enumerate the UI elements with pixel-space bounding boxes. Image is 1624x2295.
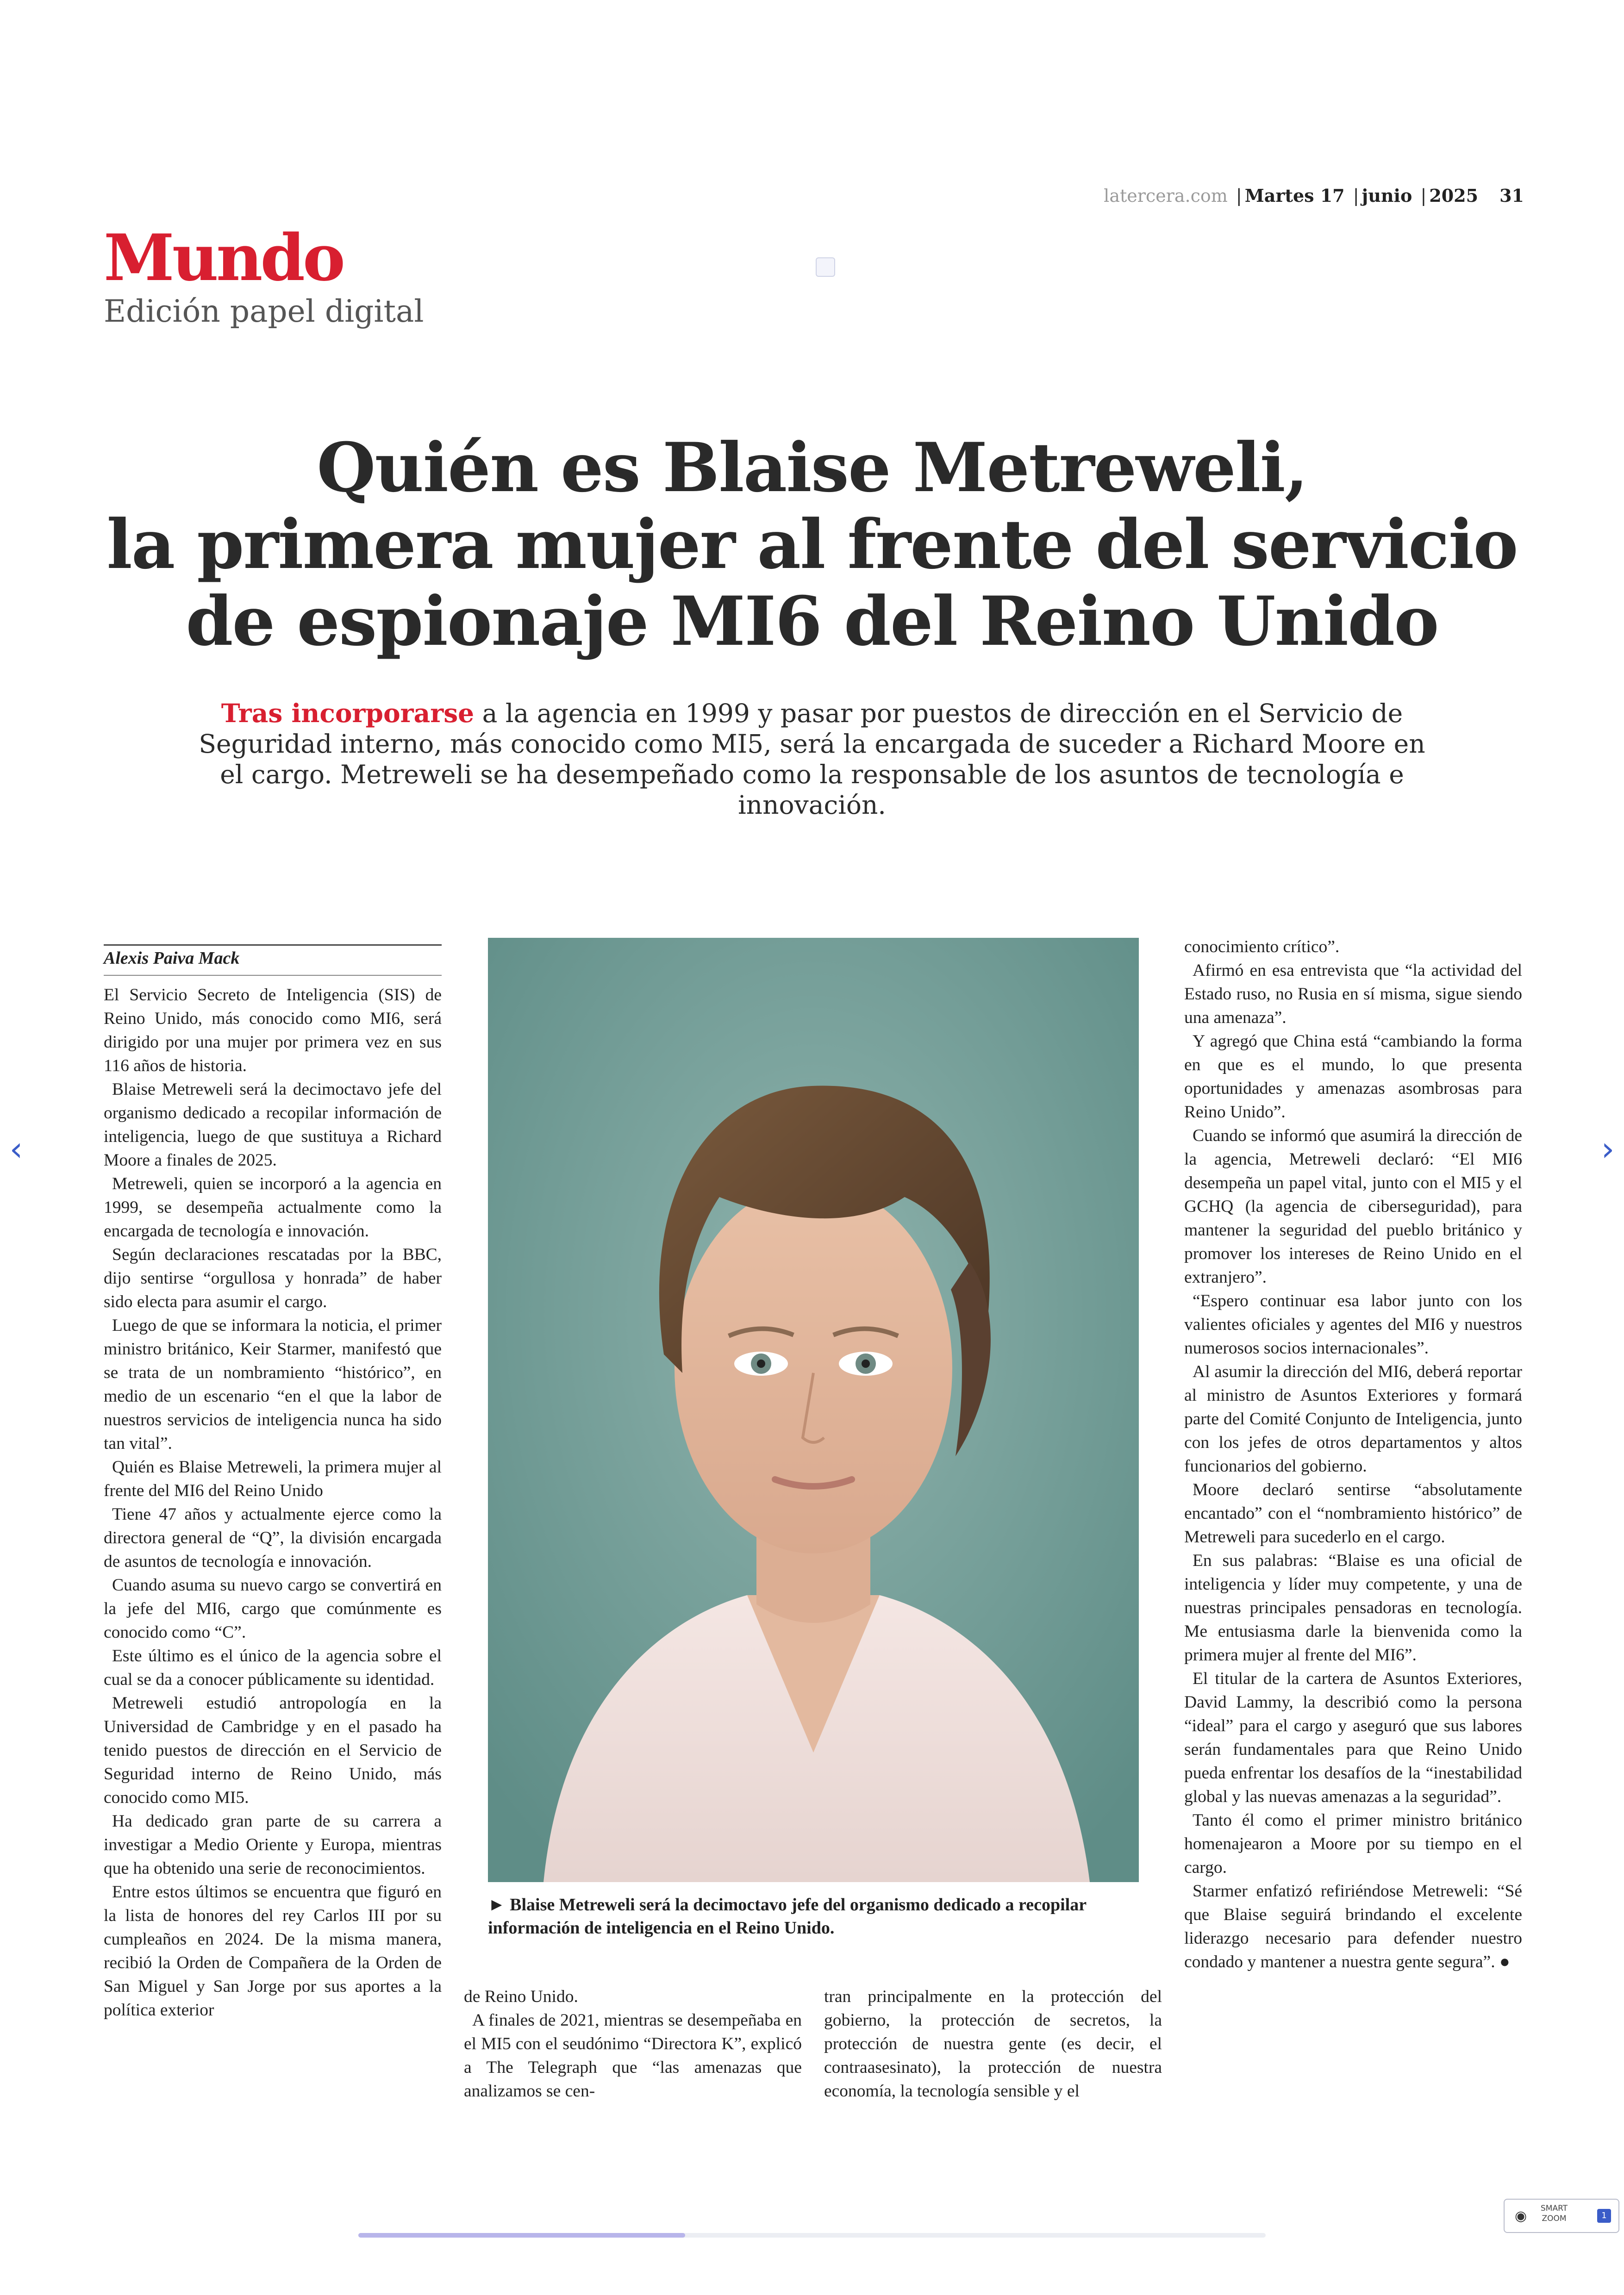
section-subtitle: Edición papel digital — [104, 293, 424, 329]
byline: Alexis Paiva Mack — [104, 948, 240, 968]
section-title: Mundo — [104, 220, 343, 295]
smart-zoom-label-line-2: ZOOM — [1542, 2214, 1567, 2223]
paragraph: El Servicio Secreto de Inteligencia (SIS) de Reino Unido, más conocido como MI6, será dirigido por una mujer por primera vez en sus 116 años de historia. — [104, 985, 442, 1075]
paragraph: Moore declaró sentirse “absolutamente encantado” con el “nombramiento histórico” de Metreweli para sucederlo en el cargo. — [1184, 1480, 1522, 1547]
paragraph: Y agregó que China está “cambiando la forma en que es el mundo, lo que presenta oportunidades y amenazas asombrosas para Reino Unido”. — [1184, 1032, 1522, 1122]
smart-zoom-label — [1541, 2203, 1568, 2224]
paragraph: Metreweli, quien se incorporó a la agencia en 1999, se desempeña actualmente como la encargada de tecnología e innovación. — [104, 1174, 442, 1241]
paragraph: El titular de la cartera de Asuntos Exteriores, David Lammy, la describió como la persona “ideal” para el cargo y aseguró que sus labores serán fundamentales para que Reino Unido pueda enfrentar los desafíos de la “inestabilidad global y las nuevas amenazas a la seguridad”. — [1184, 1669, 1522, 1806]
paragraph: Cuando asuma su nuevo cargo se convertirá en la jefe del MI6, cargo que comúnmente es conocido como “C”. — [104, 1576, 442, 1642]
lead-kicker: Tras incorporarse — [221, 698, 475, 728]
header-day: Martes 17 — [1244, 185, 1345, 206]
smart-zoom-button[interactable] — [1504, 2199, 1619, 2233]
end-mark-icon: ● — [1495, 1952, 1510, 1971]
byline-rule — [104, 944, 442, 946]
article-column-3 — [1184, 935, 1522, 1974]
paragraph: Al asumir la dirección del MI6, deberá reportar al ministro de Asuntos Exteriores y formará parte del Comité Conjunto de Inteligencia, junto con los jefes de otros departamentos y altos funcionarios del gobierno. — [1184, 1362, 1522, 1476]
header-year: 2025 — [1429, 185, 1479, 206]
page-number: 31 — [1499, 185, 1524, 206]
article-photo — [488, 938, 1139, 1882]
paragraph: tran principalmente en la protección del gobierno, la protección de secretos, la protección de nuestra gente (es decir, el contraasesinato), la protección de nuestra economía, la tecnología sensible y el — [824, 1987, 1162, 2101]
article-column-2a — [464, 1985, 802, 2103]
headline-line-1: Quién es Blaise Metreweli, — [317, 428, 1307, 507]
next-page-arrow-icon[interactable]: › — [1601, 1129, 1615, 1168]
header-line — [1104, 185, 1524, 206]
paragraph: Ha dedicado gran parte de su carrera a investigar a Medio Oriente y Europa, mientras que ha obtenido una serie de reconocimientos. — [104, 1812, 442, 1878]
paragraph: Blaise Metreweli será la decimoctavo jefe del organismo dedicado a recopilar información de inteligencia, luego de que sustituya a Richard Moore a finales de 2025. — [104, 1080, 442, 1170]
headline — [83, 430, 1541, 660]
paragraph: Quién es Blaise Metreweli, la primera mujer al frente del MI6 del Reino Unido — [104, 1458, 442, 1500]
header-month: junio — [1362, 185, 1412, 206]
portrait-illustration — [488, 938, 1139, 1882]
header-separator: | — [1353, 186, 1359, 206]
site-name: latercera.com — [1104, 186, 1228, 206]
headline-line-2: la primera mujer al frente del servicio — [106, 505, 1518, 584]
header-separator: | — [1420, 186, 1427, 206]
paragraph: Según declaraciones rescatadas por la BBC, dijo sentirse “orgullosa y honrada” de haber sido electa para asumir el cargo. — [104, 1245, 442, 1311]
paragraph: Entre estos últimos se encuentra que figuró en la lista de honores del rey Carlos III por su cumpleaños en 2024. De la misma manera, recibió la Orden de Compañera de la Orden de San Miguel y San Jorge por sus aportes a la política exterior — [104, 1883, 442, 2020]
reading-progress-fill — [358, 2233, 685, 2238]
paragraph: Tanto él como el primer ministro británico homenajearon a Moore por su tiempo en el cargo. — [1184, 1811, 1522, 1877]
paragraph: Cuando se informó que asumirá la dirección de la agencia, Metreweli declaró: “El MI6 desempeña un papel vital, junto con el MI5 y el GCHQ (la agencia de ciberseguridad), para mantener la seguridad del pueblo británico y promover los intereses de Reino Unido en el extranjero”. — [1184, 1126, 1522, 1287]
paragraph: “Espero continuar esa labor junto con los valientes oficiales y agentes del MI6 y nuestros numerosos socios internacionales”. — [1184, 1291, 1522, 1358]
paragraph: conocimiento crítico”. — [1184, 937, 1340, 956]
paragraph: En sus palabras: “Blaise es una oficial de inteligencia y líder muy competente, y una de nuestras principales pensadoras en tecnología. Me entusiasma darle la bienvenida como la primera mujer al frente del MI6”. — [1184, 1551, 1522, 1665]
article-column-2b — [824, 1985, 1162, 2103]
paragraph: Tiene 47 años y actualmente ejerce como la directora general de “Q”, la división encargada de asuntos de tecnología e innovación. — [104, 1505, 442, 1571]
header-separator: | — [1236, 186, 1242, 206]
previous-page-arrow-icon[interactable]: ‹ — [9, 1129, 23, 1168]
smart-zoom-label-line-1: SMART — [1541, 2204, 1568, 2213]
lead-text: a la agencia en 1999 y pasar por puestos de dirección en el Servicio de Seguridad interno, más conocido como MI5, será la encargada de suceder a Richard Moore en el cargo. Metreweli se ha desempeñado como la responsable de los asuntos de tecnología e innovación. — [199, 698, 1425, 820]
byline-rule-bottom — [104, 975, 442, 976]
paragraph: Metreweli estudió antropología en la Universidad de Cambridge y en el pasado ha tenido puestos de dirección en el Servicio de Seguridad interno de Reino Unido, más conocido como MI5. — [104, 1694, 442, 1807]
paragraph: Luego de que se informara la noticia, el primer ministro británico, Keir Starmer, manifestó que se trata de un nombramiento “histórico”, en medio de un escenario “en el que la labor de nuestros servicios de inteligencia nunca ha sido tan vital”. — [104, 1316, 442, 1453]
article-column-1 — [104, 983, 442, 2022]
paragraph: A finales de 2021, mientras se desempeñaba en el MI5 con el seudónimo “Directora K”, explicó a The Telegraph que “las amenazas que analizamos se cen- — [464, 2011, 802, 2101]
paragraph: Afirmó en esa entrevista que “la actividad del Estado ruso, no Rusia en sí misma, sigue siendo una amenaza”. — [1184, 961, 1522, 1027]
photo-caption: ► Blaise Metreweli será la decimoctavo jefe del organismo dedicado a recopilar información de inteligencia en el Reino Unido. — [488, 1895, 1087, 1938]
page-marker-icon[interactable] — [816, 257, 835, 277]
paragraph: de Reino Unido. — [464, 1987, 578, 2006]
headline-line-3: de espionaje MI6 del Reino Unido — [186, 582, 1438, 661]
lead-paragraph — [194, 698, 1430, 820]
eye-icon: ◉ — [1515, 2208, 1527, 2224]
smart-zoom-badge: 1 — [1597, 2209, 1611, 2223]
paragraph: Starmer enfatizó refiriéndose Metreweli: “Sé que Blaise seguirá brindando el excelente liderazgo necesario para defender nuestro condado y mantener a nuestra gente segura”. ● — [1184, 1882, 1522, 1971]
paragraph: Este último es el único de la agencia sobre el cual se da a conocer públicamente su identidad. — [104, 1646, 442, 1689]
